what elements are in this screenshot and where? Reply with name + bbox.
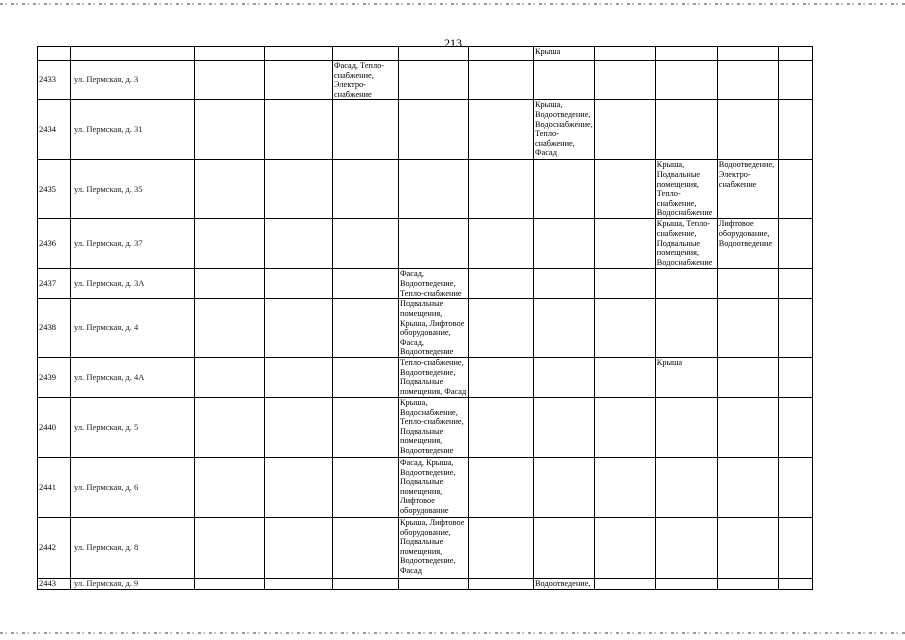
row-address: ул. Пермская, д. 6 (71, 457, 195, 517)
table-cell (38, 47, 71, 61)
work-cell (778, 517, 812, 578)
work-cell (655, 100, 717, 160)
work-cell (594, 517, 655, 578)
work-cell (594, 61, 655, 100)
work-cell: Крыша, Лифтовое оборудование, Подвальные помещения, Водоотведение, Фасад (399, 517, 469, 578)
row-number: 2434 (38, 100, 71, 160)
table-row (38, 517, 813, 578)
work-cell (594, 578, 655, 589)
work-cell (717, 100, 778, 160)
work-cell (399, 61, 469, 100)
work-cell (534, 517, 595, 578)
scan-artifact-bottom (0, 632, 905, 634)
row-address: ул. Пермская, д. 31 (71, 100, 195, 160)
work-cell (717, 299, 778, 358)
work-cell (265, 269, 333, 299)
work-cell (265, 100, 333, 160)
table-cell: Крыша (534, 47, 595, 61)
work-cell (195, 357, 265, 397)
work-cell (655, 397, 717, 457)
work-cell (195, 578, 265, 589)
row-number: 2436 (38, 219, 71, 269)
work-cell (534, 357, 595, 397)
work-cell (469, 269, 534, 299)
work-cell (778, 457, 812, 517)
work-cell: Подвальные помещения, Крыша, Лифтовое оборудование, Фасад, Водоотведение (399, 299, 469, 358)
work-cell (469, 578, 534, 589)
table-row (38, 61, 813, 100)
work-cell (333, 517, 399, 578)
table-row (38, 299, 813, 358)
repair-schedule-table (37, 46, 813, 590)
work-cell (265, 299, 333, 358)
work-cell (469, 357, 534, 397)
work-cell (778, 397, 812, 457)
work-cell: Крыша, Водоотведение, Водоснабжение, Тепло-снабжение, Фасад (534, 100, 595, 160)
work-cell (778, 357, 812, 397)
work-cell (195, 299, 265, 358)
row-number: 2441 (38, 457, 71, 517)
table-row (38, 357, 813, 397)
work-cell (399, 100, 469, 160)
row-number: 2442 (38, 517, 71, 578)
row-address: ул. Пермская, д. 4А (71, 357, 195, 397)
work-cell (195, 269, 265, 299)
table-cell (594, 47, 655, 61)
work-cell (195, 457, 265, 517)
work-cell: Фасад, Тепло-снабжение, Электро-снабжение (333, 61, 399, 100)
work-cell (655, 269, 717, 299)
work-cell (333, 299, 399, 358)
work-cell (534, 299, 595, 358)
work-cell (655, 578, 717, 589)
work-cell (717, 357, 778, 397)
work-cell (333, 457, 399, 517)
work-cell (195, 397, 265, 457)
table-cell (71, 47, 195, 61)
work-cell (469, 100, 534, 160)
table-row (38, 269, 813, 299)
work-cell (778, 299, 812, 358)
work-cell (469, 299, 534, 358)
row-address: ул. Пермская, д. 3 (71, 61, 195, 100)
row-number: 2440 (38, 397, 71, 457)
table-cell (399, 47, 469, 61)
scan-artifact-top (0, 3, 905, 5)
work-cell (717, 517, 778, 578)
work-cell (265, 578, 333, 589)
table-cell (195, 47, 265, 61)
work-cell (594, 219, 655, 269)
table-cell (469, 47, 534, 61)
row-address: ул. Пермская, д. 35 (71, 160, 195, 219)
work-cell (655, 517, 717, 578)
work-cell: Лифтовое оборудование, Водоотведение (717, 219, 778, 269)
work-cell: Крыша, Тепло-снабжение, Подвальные помещения, Водоснабжение (655, 219, 717, 269)
work-cell (717, 397, 778, 457)
work-cell: Фасад, Водоотведение, Тепло-снабжение (399, 269, 469, 299)
work-cell (469, 457, 534, 517)
work-cell (778, 61, 812, 100)
work-cell (594, 397, 655, 457)
table-cell (655, 47, 717, 61)
work-cell (195, 100, 265, 160)
work-cell (534, 61, 595, 100)
row-number: 2433 (38, 61, 71, 100)
work-cell (655, 299, 717, 358)
row-number: 2439 (38, 357, 71, 397)
work-cell (265, 517, 333, 578)
work-cell (333, 357, 399, 397)
work-cell (265, 397, 333, 457)
work-cell (534, 269, 595, 299)
work-cell (469, 61, 534, 100)
work-cell (717, 578, 778, 589)
table-cell (717, 47, 778, 61)
work-cell (265, 61, 333, 100)
work-cell (265, 357, 333, 397)
work-cell (333, 160, 399, 219)
page-number: 213 (444, 36, 462, 50)
table-row (38, 397, 813, 457)
work-cell (399, 160, 469, 219)
work-cell (469, 160, 534, 219)
work-cell: Тепло-снабжение, Водоотведение, Подвальные помещения, Фасад (399, 357, 469, 397)
work-cell (534, 219, 595, 269)
work-cell (265, 160, 333, 219)
work-cell: Крыша, Подвальные помещения, Тепло-снабжение, Водоснабжение (655, 160, 717, 219)
work-cell (594, 299, 655, 358)
work-cell (594, 160, 655, 219)
work-cell: Водоотведение, Электро-снабжение (717, 160, 778, 219)
work-cell (534, 397, 595, 457)
table-row (38, 160, 813, 219)
work-cell (399, 219, 469, 269)
work-cell (469, 517, 534, 578)
row-address: ул. Пермская, д. 8 (71, 517, 195, 578)
row-address: ул. Пермская, д. 5 (71, 397, 195, 457)
work-cell (195, 517, 265, 578)
work-cell (333, 269, 399, 299)
work-cell: Фасад, Крыша, Водоотведение, Подвальные помещения, Лифтовое оборудование (399, 457, 469, 517)
work-cell (717, 457, 778, 517)
work-cell (778, 219, 812, 269)
work-cell (778, 269, 812, 299)
row-address: ул. Пермская, д. 3А (71, 269, 195, 299)
work-cell (717, 61, 778, 100)
work-cell (717, 269, 778, 299)
work-cell (469, 219, 534, 269)
table-cell (265, 47, 333, 61)
work-cell (265, 219, 333, 269)
work-cell (399, 578, 469, 589)
work-cell (778, 578, 812, 589)
work-cell (333, 219, 399, 269)
work-cell: Крыша (655, 357, 717, 397)
work-cell (469, 397, 534, 457)
table-row (38, 100, 813, 160)
work-cell (778, 100, 812, 160)
work-cell (778, 160, 812, 219)
work-cell (534, 457, 595, 517)
row-address: ул. Пермская, д. 4 (71, 299, 195, 358)
row-address: ул. Пермская, д. 37 (71, 219, 195, 269)
table-cell (333, 47, 399, 61)
table-row (38, 457, 813, 517)
row-number: 2435 (38, 160, 71, 219)
work-cell (655, 457, 717, 517)
work-cell (655, 61, 717, 100)
work-cell (594, 269, 655, 299)
work-cell (594, 357, 655, 397)
work-cell (333, 397, 399, 457)
row-number: 2438 (38, 299, 71, 358)
work-cell (534, 160, 595, 219)
work-cell: Крыша, Водоснабжение, Тепло-снабжение, Подвальные помещения, Водоотведение (399, 397, 469, 457)
work-cell (594, 100, 655, 160)
table-row (38, 219, 813, 269)
work-cell (333, 578, 399, 589)
work-cell (265, 457, 333, 517)
row-number: 2443 (38, 578, 71, 589)
row-number: 2437 (38, 269, 71, 299)
work-cell (594, 457, 655, 517)
table-cell (778, 47, 812, 61)
work-cell: Водоотведение, (534, 578, 595, 589)
table-row (38, 578, 813, 589)
work-cell (195, 160, 265, 219)
work-cell (195, 219, 265, 269)
table-row (38, 47, 813, 61)
work-cell (195, 61, 265, 100)
row-address: ул. Пермская, д. 9 (71, 578, 195, 589)
work-cell (333, 100, 399, 160)
